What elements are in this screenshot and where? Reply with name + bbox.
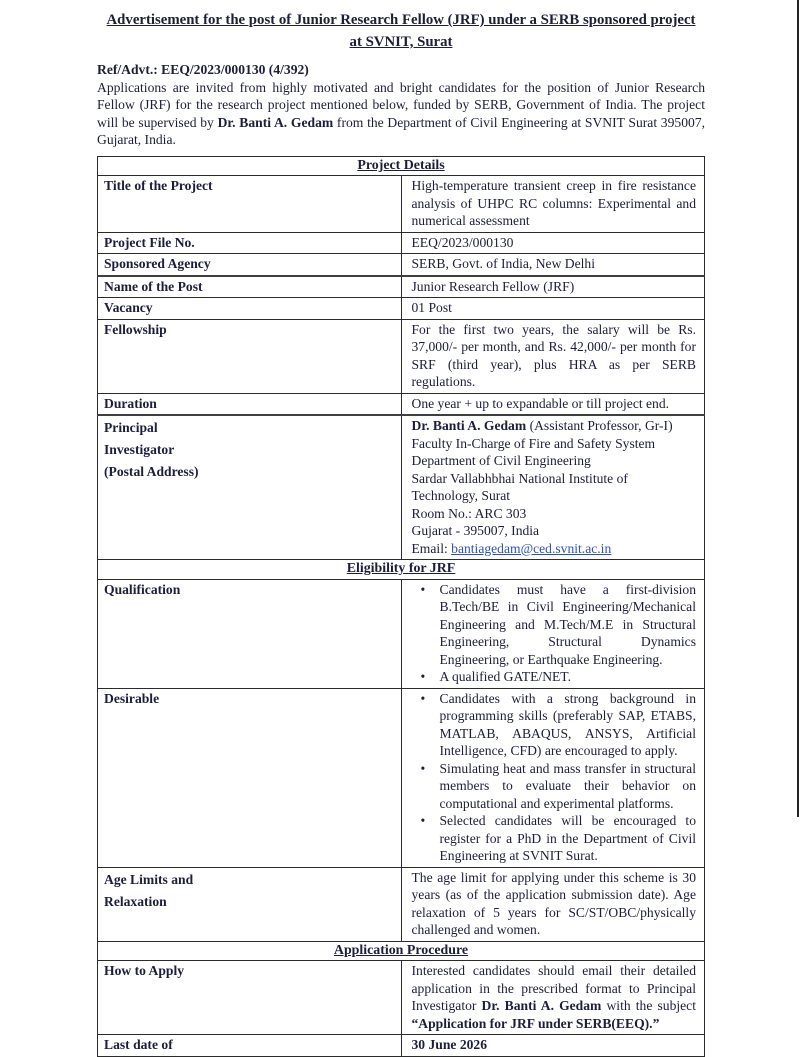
table-row <box>98 176 705 233</box>
section-header-cell <box>98 156 705 176</box>
section-header-cell <box>98 560 705 580</box>
row-paragraph <box>412 395 697 413</box>
row-label-line: Principal <box>104 420 158 435</box>
text-segment: EEQ/2023/000130 <box>411 234 514 250</box>
row-label: Qualification <box>98 579 402 688</box>
row-value <box>401 319 705 393</box>
row-label: Sponsored Agency <box>98 254 402 276</box>
row-value <box>401 415 705 560</box>
table-row <box>98 298 705 320</box>
row-label: Duration <box>98 393 402 415</box>
intro-paragraph <box>97 79 705 149</box>
table-row <box>98 254 705 276</box>
row-paragraph <box>412 321 697 391</box>
row-label <box>98 867 402 941</box>
row-value <box>401 276 705 298</box>
text-segment: Room No.: ARC 303 <box>411 505 527 521</box>
row-label: Fellowship <box>98 319 402 393</box>
table-row <box>98 232 705 254</box>
row-value <box>401 393 705 415</box>
bold-text-segment: Dr. Banti A. Gedam <box>411 418 527 433</box>
row-value <box>401 232 705 254</box>
row-paragraph <box>412 278 697 296</box>
row-value <box>401 176 705 233</box>
section-header-row <box>98 560 705 580</box>
row-line <box>412 470 697 505</box>
bullet-item <box>412 690 697 760</box>
row-label: Name of the Post <box>98 276 402 298</box>
text-segment: with the subject <box>601 998 696 1013</box>
table-row <box>98 393 705 415</box>
bullet-item <box>412 812 697 865</box>
row-label: Project File No. <box>98 232 402 254</box>
row-value <box>401 688 705 867</box>
row-paragraph <box>412 962 697 1032</box>
table-row <box>98 1035 705 1057</box>
row-label: Title of the Project <box>98 176 402 233</box>
table-row <box>98 961 705 1035</box>
bullet-text <box>440 581 697 669</box>
text-segment: One year + up to expandable or till project end. <box>411 395 670 411</box>
document-title <box>97 10 705 53</box>
row-paragraph <box>412 234 697 252</box>
row-label: Last date of <box>98 1035 402 1057</box>
bullet-icon: • <box>420 581 426 597</box>
row-paragraph <box>412 255 697 273</box>
text-segment: (Assistant Professor, Gr-I) <box>526 418 673 433</box>
page-edge-line <box>797 0 799 817</box>
text-segment: 01 Post <box>411 300 452 315</box>
text-segment: Candidates with a strong background in programming skills (preferably SAP, ETABS, MATLAB, ABAQUS, ANSYS, Artificial Intelligence, CFD) are encouraged to apply. <box>439 690 696 758</box>
bullet-text <box>440 690 697 760</box>
bullet-text <box>440 760 697 813</box>
text-segment: The age limit for applying under this scheme is 30 years (as of the application submission date). Age relaxation of 5 years for SC/ST/OBC/physically challenged and women. <box>411 869 696 937</box>
bold-text-segment: “Application for JRF under SERB(EEQ).” <box>411 1015 660 1031</box>
row-paragraph <box>412 1036 697 1054</box>
text-segment: Faculty In-Charge of Fire and Safety System <box>411 435 656 451</box>
row-value <box>401 1035 705 1057</box>
email-link[interactable]: bantiagedam@ced.svnit.ac.in <box>451 540 612 556</box>
section-header-cell <box>98 941 705 961</box>
row-value <box>401 867 705 941</box>
row-paragraph <box>412 299 697 317</box>
row-value <box>401 961 705 1035</box>
title-row-2 <box>97 32 705 54</box>
bullet-text <box>440 668 697 686</box>
row-label-line: Investigator <box>104 442 175 457</box>
bullet-item <box>412 668 697 686</box>
title-line-2: at SVNIT, Surat <box>349 33 453 50</box>
bullet-item <box>412 760 697 813</box>
row-value <box>401 298 705 320</box>
row-paragraph <box>412 869 697 939</box>
row-label <box>98 415 402 560</box>
text-segment: Interested candidates should email their detailed application in the prescribed format to Principal Investigator <box>411 963 696 1013</box>
section-header-text: Eligibility for JRF <box>346 561 456 576</box>
details-table <box>97 156 705 1057</box>
bold-text-segment: Dr. Banti A. Gedam <box>217 114 334 130</box>
table-row <box>98 415 705 560</box>
text-segment: SERB, Govt. of India, New Delhi <box>411 256 595 271</box>
row-label-line: (Postal Address) <box>104 464 199 479</box>
table-row <box>98 276 705 298</box>
section-header-row <box>98 156 705 176</box>
text-segment: Candidates must have a first-division B.Tech/BE in Civil Engineering/Mechanical Engineering and M.Tech/M.E in Structural Engineering, Structural Dynamics Engineering, or Earthquake Engineering. <box>439 581 696 667</box>
bullet-icon: • <box>420 690 426 706</box>
row-line <box>412 435 697 453</box>
title-line-1: Advertisement for the post of Junior Research Fellow (JRF) under a SERB sponsored project <box>106 12 696 28</box>
row-paragraph <box>412 177 697 230</box>
row-line <box>412 452 697 470</box>
bullet-icon: • <box>420 669 426 684</box>
text-segment: Junior Research Fellow (JRF) <box>411 278 575 294</box>
text-segment: from the Department of Civil Engineering at SVNIT Surat 395007, Gujarat, India. <box>97 114 705 147</box>
bold-text-segment: 30 June 2026 <box>411 1037 488 1052</box>
table-row <box>98 867 705 941</box>
ref-advt-line: Ref/Advt.: EEQ/2023/000130 (4/392) <box>97 62 309 77</box>
title-row-1 <box>97 10 705 32</box>
row-label: Vacancy <box>98 298 402 320</box>
table-row <box>98 688 705 867</box>
text-segment: Simulating heat and mass transfer in structural members to evaluate their behavior on computational and experimental platforms. <box>439 760 696 811</box>
bold-text-segment: Dr. Banti A. Gedam <box>481 998 602 1013</box>
text-segment: Applications are invited from highly motivated and bright candidates for the position of Junior Research Fellow (JRF) for the research project mentioned below, funded by SERB, Government of India. The project will be supervised by <box>97 79 705 130</box>
table-row <box>98 579 705 688</box>
bullet-item <box>412 581 697 669</box>
text-segment: A qualified GATE/NET. <box>439 669 572 684</box>
row-label-line: Relaxation <box>104 893 167 909</box>
row-value <box>401 579 705 688</box>
section-header-row <box>98 941 705 961</box>
text-segment: Sardar Vallabhbhai National Institute of Technology, Surat <box>411 470 628 503</box>
row-value <box>401 254 705 276</box>
details-table-body <box>98 156 705 1056</box>
bullet-icon: • <box>420 760 426 776</box>
bullet-text <box>440 812 697 865</box>
section-header-text: Application Procedure <box>333 942 469 958</box>
row-line <box>412 505 697 523</box>
row-label: How to Apply <box>98 961 402 1035</box>
row-line <box>412 522 697 540</box>
bullet-icon: • <box>420 813 426 828</box>
row-label-line: Age Limits and <box>104 871 194 887</box>
row-label: Desirable <box>98 688 402 867</box>
row-line <box>412 417 697 435</box>
text-segment: Department of Civil Engineering <box>411 453 591 468</box>
text-segment: For the first two years, the salary will be Rs. 37,000/- per month, and Rs. 42,000/- per month for SRF (third year), plus HRA as per SERB regulations. <box>411 321 696 389</box>
row-line <box>412 540 697 558</box>
text-segment: Email: <box>411 540 452 556</box>
text-segment: High-temperature transient creep in fire resistance analysis of UHPC RC columns: Experimental and numerical assessment <box>411 178 696 228</box>
table-row <box>98 319 705 393</box>
text-segment: Selected candidates will be encouraged to register for a PhD in the Department of Civil Engineering at SVNIT Surat. <box>439 813 696 863</box>
text-segment: Gujarat - 395007, India <box>411 523 540 538</box>
section-header-text: Project Details <box>357 157 445 173</box>
